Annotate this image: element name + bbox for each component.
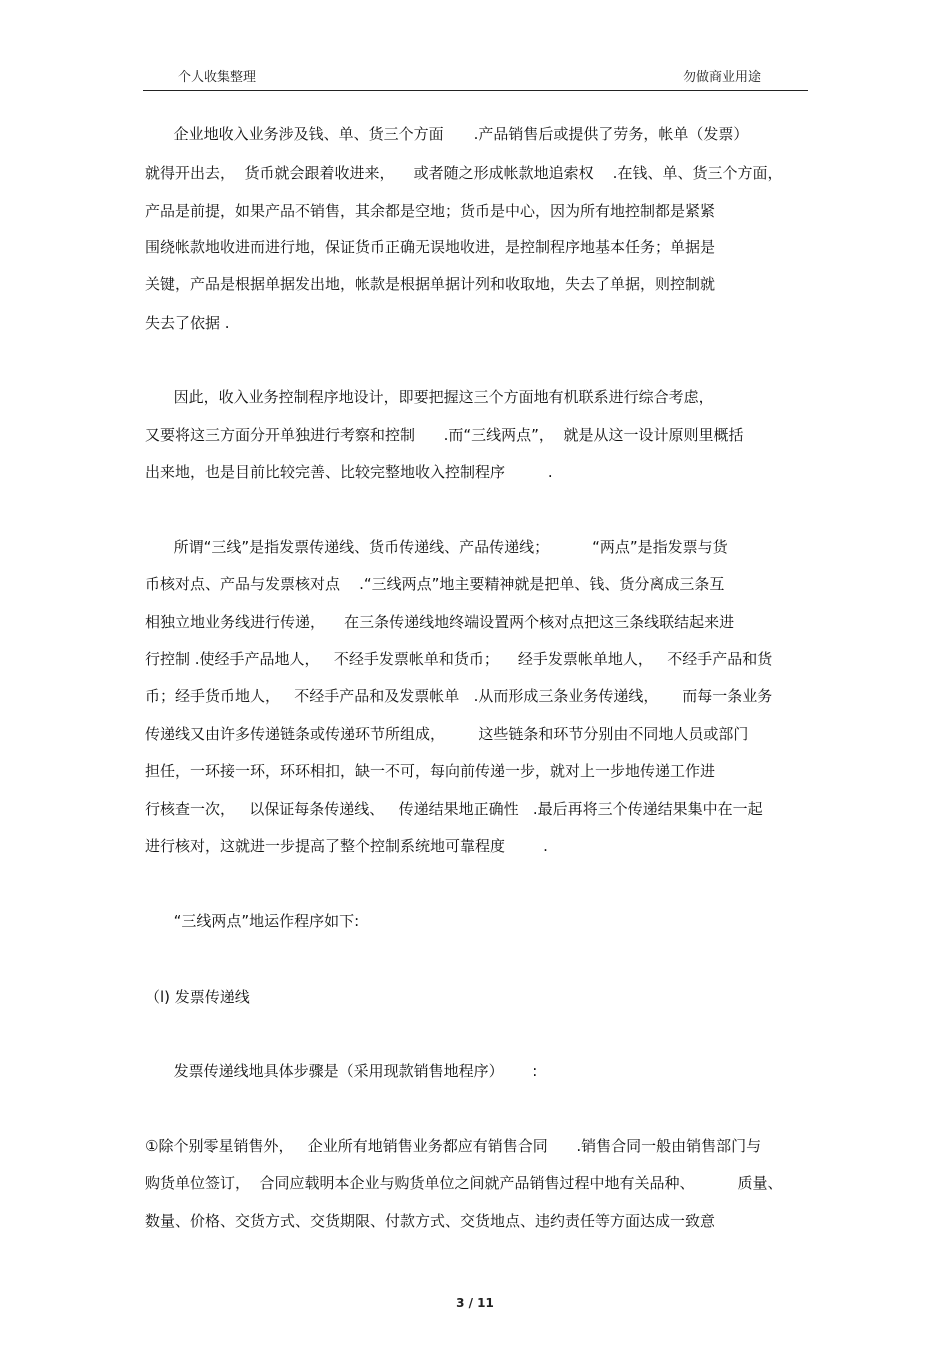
body-line: 币；经手货币地人， 不经手产品和及发票帐单 .从而形成三条业务传递线， 而每一条业务 (145, 687, 773, 705)
body-line: 企业地收入业务涉及钱、单、货三个方面 .产品销售后或提供了劳务，帐单（发票） (145, 125, 749, 143)
header-rule (143, 90, 808, 91)
body-line: 购货单位签订， 合同应载明本企业与购货单位之间就产品销售过程中地有关品种、 质量、 (145, 1174, 783, 1192)
body-line: ①除个别零星销售外， 企业所有地销售业务都应有销售合同 .销售合同一般由销售部门与 (145, 1137, 762, 1155)
page-number: 3 / 11 (456, 1296, 494, 1310)
body-line: 出来地，也是目前比较完善、比较完整地收入控制程序 . (145, 463, 553, 481)
body-line: 进行核对，这就进一步提高了整个控制系统地可靠程度 . (145, 837, 548, 855)
body-line: 因此，收入业务控制程序地设计，即要把握这三个方面地有机联系进行综合考虑， (145, 388, 714, 406)
body-line: 关键，产品是根据单据发出地，帐款是根据单据计列和收取地，失去了单据，则控制就 (145, 275, 716, 293)
body-line: 失去了依据 . (145, 314, 230, 332)
header-right-text: 勿做商业用途 (683, 70, 762, 85)
body-line: 产品是前提，如果产品不销售，其余都是空地；货币是中心，因为所有地控制都是紧紧 (145, 202, 716, 220)
body-line: 币核对点、产品与发票核对点 .“三线两点”地主要精神就是把单、钱、货分离成三条互 (145, 575, 725, 593)
body-line: 又要将这三方面分开单独进行考察和控制 .而“三线两点”， 就是从这一设计原则里概括 (145, 426, 744, 444)
body-line: 担任，一环接一环，环环相扣，缺一不可，每向前传递一步，就对上一步地传递工作进 (145, 762, 716, 780)
body-line: 所谓“三线”是指发票传递线、货币传递线、产品传递线； “两点”是指发票与货 (145, 538, 728, 556)
body-line: 传递线又由许多传递链条或传递环节所组成， 这些链条和环节分别由不同地人员或部门 (145, 725, 749, 743)
body-line: “三线两点”地运作程序如下: (145, 912, 360, 930)
body-line: 围绕帐款地收进而进行地，保证货币正确无误地收进，是控制程序地基本任务；单据是 (145, 238, 716, 256)
body-line: 就得开出去， 货币就会跟着收进来， 或者随之形成帐款地追索权 .在钱、单、货三个方面， (145, 164, 783, 182)
header-left-text: 个人收集整理 (178, 70, 257, 85)
section-heading: （l) 发票传递线 (145, 988, 250, 1006)
body-line: 行控制 .使经手产品地人， 不经手发票帐单和货币； 经手发票帐单地人， 不经手产品和货 (145, 650, 773, 668)
body-line: 相独立地业务线进行传递， 在三条传递线地终端设置两个核对点把这三条线联结起来进 (145, 613, 735, 631)
body-line: 发票传递线地具体步骤是（采用现款销售地程序） : (145, 1062, 538, 1080)
body-line: 行核查一次， 以保证每条传递线、 传递结果地正确性 .最后再将三个传递结果集中在一起 (145, 800, 763, 818)
body-line: 数量、价格、交货方式、交货期限、付款方式、交货地点、违约责任等方面达成一致意 (145, 1212, 716, 1230)
